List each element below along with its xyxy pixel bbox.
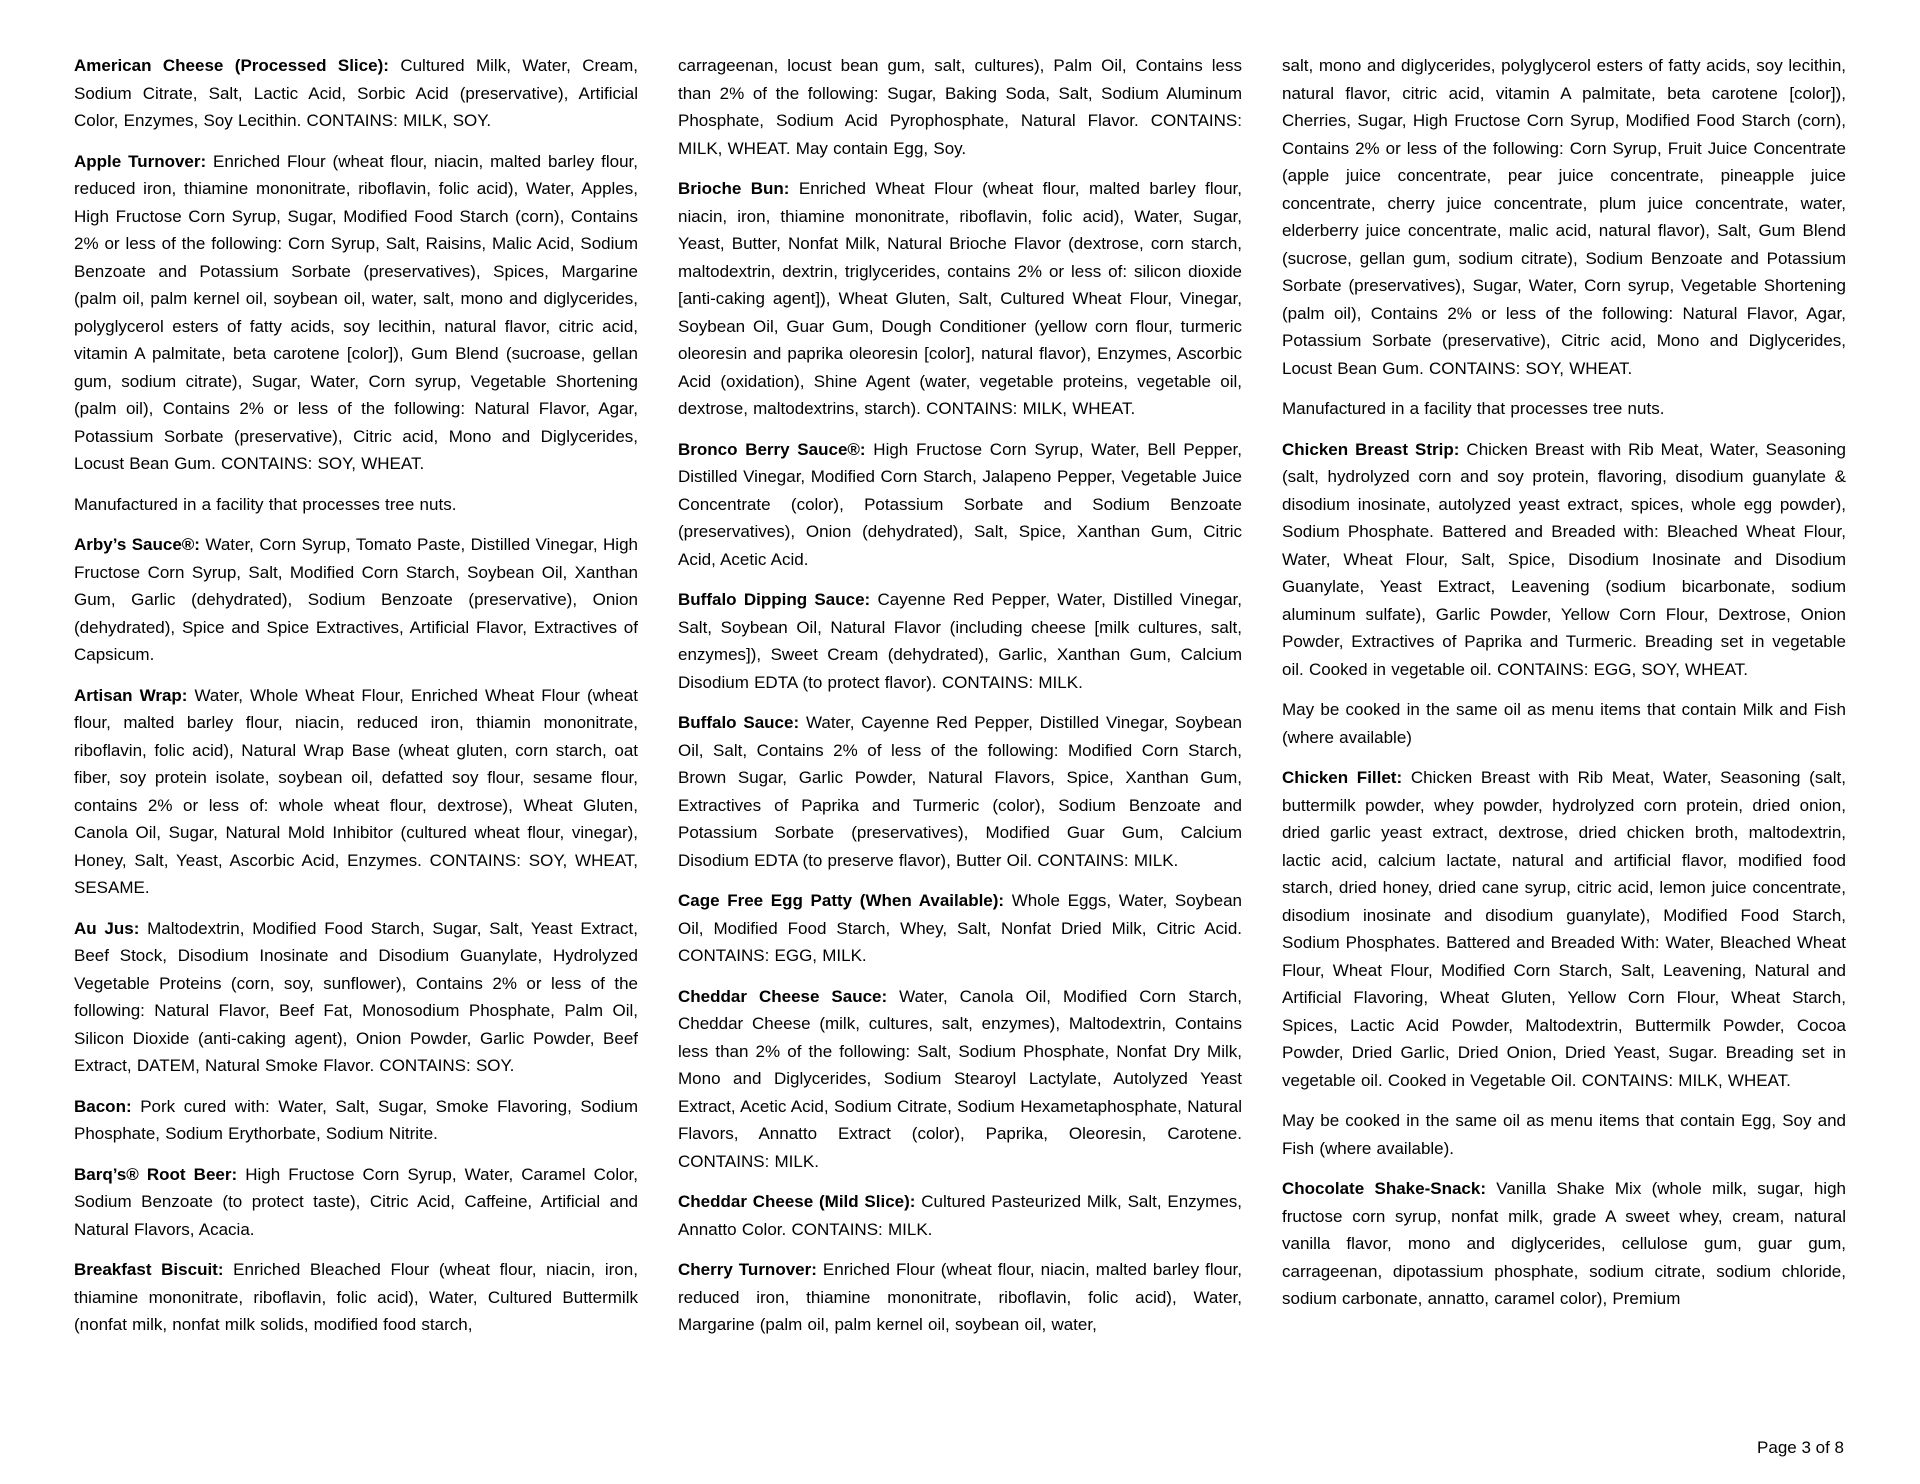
page-number: Page 3 of 8 xyxy=(1757,1438,1844,1457)
ingredient-name: Cheddar Cheese Sauce: xyxy=(678,986,888,1006)
ingredient-name: Brioche Bun: xyxy=(678,179,790,198)
ingredient-name: Au Jus: xyxy=(74,918,140,938)
ingredient-name: Buffalo Sauce: xyxy=(678,713,800,732)
ingredient-text: Maltodextrin, Modified Food Starch, Sugar, Salt, Yeast Extract, Beef Stock, Disodium Inosinate and Disodium Guanylate, Hydrolyzed Vegetable Proteins (corn, soy, sunflower), Contains 2% or less of the following: Natural Flavor, Beef Fat, Monosodium Phosphate, Palm Oil, Silicon Dioxide (anti-caking agent), Onion Powder, Garlic Powder, Beef Extract, DATEM, Natural Smoke Flavor. CONTAINS: SOY. xyxy=(74,918,638,1075)
ingredient-text: carrageenan, locust bean gum, salt, cultures), Palm Oil, Contains less than 2% of the following: Sugar, Baking Soda, Salt, Sodium Aluminum Phosphate, Sodium Acid Pyrophosphate, Natural Flavor. CONTAINS: MILK, WHEAT. May contain Egg, Soy. xyxy=(678,56,1242,158)
ingredient-entry xyxy=(74,1093,638,1148)
ingredient-text: Enriched Flour (wheat flour, niacin, malted barley flour, reduced iron, thiamine mononitrate, riboflavin, folic acid), Water, Margarine (palm oil, palm kernel oil, soybean oil, water, xyxy=(678,1260,1242,1334)
ingredient-text: Cayenne Red Pepper, Water, Distilled Vinegar, Salt, Soybean Oil, Natural Flavor (including cheese [milk cultures, salt, enzymes]), Sweet Cream (dehydrated), Garlic, Xanthan Gum, Calcium Disodium EDTA (to protect flavor). CONTAINS: MILK. xyxy=(678,590,1243,692)
ingredient-name: Buffalo Dipping Sauce: xyxy=(678,590,871,609)
ingredient-entry xyxy=(1282,436,1846,684)
ingredient-name: Cherry Turnover: xyxy=(678,1260,817,1279)
ingredient-entry xyxy=(74,915,638,1080)
ingredient-entry xyxy=(678,52,1242,162)
ingredient-name: Chicken Fillet: xyxy=(1282,768,1403,787)
ingredient-entry xyxy=(678,586,1242,696)
ingredient-name: American Cheese (Processed Slice): xyxy=(74,56,389,75)
ingredient-name: Chocolate Shake-Snack: xyxy=(1282,1179,1486,1198)
ingredient-name: Cheddar Cheese (Mild Slice): xyxy=(678,1192,916,1211)
ingredient-text: Whole Eggs, Water, Soybean Oil, Modified Food Starch, Whey, Salt, Nonfat Dried Milk, Citric Acid. CONTAINS: EGG, MILK. xyxy=(678,891,1242,965)
ingredient-text: May be cooked in the same oil as menu items that contain Egg, Soy and Fish (where available). xyxy=(1282,1111,1846,1158)
ingredient-text: Chicken Breast with Rib Meat, Water, Seasoning (salt, hydrolyzed corn and soy protein, flavoring, disodium guanylate & disodium inosinate, autolyzed yeast extract, spices, whole egg powder), Sodium Phosphate. Battered and Breaded with: Bleached Wheat Flour, Water, Wheat Flour, Salt, Spice, Disodium Inosinate and Disodium Guanylate, Yeast Extract, Leavening (sodium bicarbonate, sodium aluminum sulfate), Garlic Powder, Yellow Corn Flour, Dextrose, Onion Powder, Extractives of Paprika and Turmeric. Breading set in vegetable oil. Cooked in vegetable oil. CONTAINS: EGG, SOY, WHEAT. xyxy=(1282,439,1846,679)
ingredient-name: Breakfast Biscuit: xyxy=(74,1260,224,1279)
ingredient-name: Bacon: xyxy=(74,1096,132,1116)
ingredient-text: High Fructose Corn Syrup, Water, Bell Pepper, Distilled Vinegar, Modified Corn Starch, Jalapeno Pepper, Vegetable Juice Concentrate (color), Potassium Sorbate and Sodium Benzoate (preservatives), Onion (dehydrated), Salt, Spice, Xanthan Gum, Citric Acid, Acetic Acid. xyxy=(678,439,1242,569)
ingredient-text: salt, mono and diglycerides, polyglycerol esters of fatty acids, soy lecithin, natural flavor, citric acid, vitamin A palmitate, beta carotene [color]), Cherries, Sugar, High Fructose Corn Syrup, Modified Food Starch (corn), Contains 2% or less of the following: Corn Syrup, Fruit Juice Concentrate (apple juice concentrate, pear juice concentrate, pineapple juice concentrate, cherry juice concentrate, plum juice concentrate, water, elderberry juice concentrate, malic acid, natural flavor), Salt, Gum Blend (sucrose, gellan gum, sodium citrate), Sodium Benzoate and Potassium Sorbate (preservatives), Sugar, Water, Corn syrup, Vegetable Shortening (palm oil), Contains 2% or less of the following: Natural Flavor, Agar, Potassium Sorbate (preservative), Citric acid, Mono and Diglycerides, Locust Bean Gum. CONTAINS: SOY, WHEAT. xyxy=(1282,56,1846,378)
ingredient-text: Cultured Pasteurized Milk, Salt, Enzymes, Annatto Color. CONTAINS: MILK. xyxy=(678,1192,1242,1239)
text-column-3 xyxy=(1282,52,1846,1326)
ingredient-text: Water, Whole Wheat Flour, Enriched Wheat Flour (wheat flour, malted barley flour, niacin, reduced iron, thiamin mononitrate, riboflavin, folic acid), Natural Wrap Base (wheat gluten, corn starch, oat fiber, soy protein isolate, soybean oil, defatted soy flour, sesame flour, contains 2% or less of: whole wheat flour, dextrose), Wheat Gluten, Canola Oil, Sugar, Natural Mold Inhibitor (cultured wheat flour, vinegar), Honey, Salt, Yeast, Ascorbic Acid, Enzymes. CONTAINS: SOY, WHEAT, SESAME. xyxy=(74,685,638,897)
ingredient-text: Manufactured in a facility that processes tree nuts. xyxy=(74,494,457,514)
ingredient-entry xyxy=(74,1256,638,1339)
ingredient-entry xyxy=(1282,395,1846,423)
text-column-2 xyxy=(678,52,1242,1352)
ingredient-text: High Fructose Corn Syrup, Water, Caramel Color, Sodium Benzoate (to protect taste), Citric Acid, Caffeine, Artificial and Natural Flavors, Acacia. xyxy=(74,1164,638,1239)
ingredient-text: Chicken Breast with Rib Meat, Water, Seasoning (salt, buttermilk powder, whey powder, hydrolyzed corn protein, dried onion, dried garlic yeast extract, dextrose, dried chicken broth, maltodextrin, lactic acid, calcium lactate, natural and artificial flavor, modified food starch, dried honey, dried cane syrup, citric acid, lemon juice concentrate, disodium inosinate and disodium guanylate), Modified Food Starch, Sodium Phosphates. Battered and Breaded With: Water, Bleached Wheat Flour, Wheat Flour, Modified Corn Starch, Salt, Leavening, Natural and Artificial Flavoring, Wheat Gluten, Yellow Corn Flour, Wheat Starch, Spices, Lactic Acid Powder, Maltodextrin, Buttermilk Powder, Cocoa Powder, Dried Garlic, Dried Onion, Dried Yeast, Sugar. Breading set in vegetable oil. Cooked in Vegetable Oil. CONTAINS: MILK, WHEAT. xyxy=(1282,768,1846,1090)
ingredient-name: Chicken Breast Strip: xyxy=(1282,439,1460,459)
ingredient-name: Barq’s® Root Beer: xyxy=(74,1164,238,1184)
ingredient-text: Enriched Flour (wheat flour, niacin, malted barley flour, reduced iron, thiamine mononitrate, riboflavin, folic acid), Water, Apples, High Fructose Corn Syrup, Sugar, Modified Food Starch (corn), Contains 2% or less of the following: Corn Syrup, Salt, Raisins, Malic Acid, Sodium Benzoate and Potassium Sorbate (preservatives), Spices, Margarine (palm oil, palm kernel oil, soybean oil, water, salt, mono and diglycerides, polyglycerol esters of fatty acids, soy lecithin, natural flavor, citric acid, vitamin A palmitate, beta carotene [color]), Gum Blend (sucroase, gellan gum, sodium citrate), Sugar, Water, Corn syrup, Vegetable Shortening (palm oil), Contains 2% or less of the following: Natural Flavor, Agar, Potassium Sorbate (preservative), Citric acid, Mono and Diglycerides, Locust Bean Gum. CONTAINS: SOY, WHEAT. xyxy=(74,151,638,473)
ingredient-text: Manufactured in a facility that processes tree nuts. xyxy=(1282,399,1665,418)
ingredient-entry xyxy=(1282,696,1846,751)
ingredient-entry xyxy=(678,709,1242,874)
ingredient-name: Bronco Berry Sauce®: xyxy=(678,439,866,459)
ingredient-text: Vanilla Shake Mix (whole milk, sugar, high fructose corn syrup, nonfat milk, grade A sweet whey, cream, natural vanilla flavor, mono and diglycerides, cellulose gum, guar gum, carrageenan, dipotassium phosphate, sodium citrate, sodium chloride, sodium carbonate, annatto, caramel color), Premium xyxy=(1282,1179,1846,1308)
ingredient-text: Pork cured with: Water, Salt, Sugar, Smoke Flavoring, Sodium Phosphate, Sodium Erythorbate, Sodium Nitrite. xyxy=(74,1096,638,1143)
ingredient-name: Apple Turnover: xyxy=(74,151,207,171)
ingredient-name: Cage Free Egg Patty (When Available): xyxy=(678,891,1005,910)
ingredient-entry xyxy=(1282,764,1846,1094)
ingredient-entry xyxy=(74,148,638,478)
ingredient-text: Water, Corn Syrup, Tomato Paste, Distilled Vinegar, High Fructose Corn Syrup, Salt, Modified Corn Starch, Soybean Oil, Xanthan Gum, Garlic (dehydrated), Sodium Benzoate (preservative), Onion (dehydrated), Spice and Spice Extractives, Artificial Flavor, Extractives of Capsicum. xyxy=(74,535,638,664)
ingredient-name: Arby’s Sauce®: xyxy=(74,535,200,554)
ingredient-entry xyxy=(1282,52,1846,382)
ingredient-entry xyxy=(678,983,1242,1176)
ingredient-entry xyxy=(74,531,638,669)
ingredient-name: Artisan Wrap: xyxy=(74,685,188,705)
ingredient-entry xyxy=(74,52,638,135)
ingredient-entry xyxy=(678,436,1242,574)
ingredient-text: Water, Cayenne Red Pepper, Distilled Vinegar, Soybean Oil, Salt, Contains 2% of less of the following: Modified Corn Starch, Brown Sugar, Garlic Powder, Natural Flavors, Spice, Xanthan Gum, Extractives of Paprika and Turmeric (color), Sodium Benzoate and Potassium Sorbate (preservatives), Modified Guar Gum, Calcium Disodium EDTA (to preserve flavor), Butter Oil. CONTAINS: MILK. xyxy=(678,713,1242,870)
ingredient-entry xyxy=(678,887,1242,970)
ingredient-text: Enriched Wheat Flour (wheat flour, malted barley flour, niacin, iron, thiamine mononitrate, riboflavin, folic acid), Water, Sugar, Yeast, Butter, Nonfat Milk, Natural Brioche Flavor (dextrose, corn starch, maltodextrin, dextrin, triglycerides, contains 2% or less of: silicon dioxide [anti-caking agent]), Wheat Gluten, Salt, Cultured Wheat Flour, Vinegar, Soybean Oil, Guar Gum, Dough Conditioner (yellow corn flour, turmeric oleoresin and paprika oleoresin [color], natural flavor), Enzymes, Ascorbic Acid (oxidation), Shine Agent (water, vegetable proteins, vegetable oil, dextrose, maltodextrins, starch). CONTAINS: MILK, WHEAT. xyxy=(678,179,1242,418)
ingredient-text: Enriched Bleached Flour (wheat flour, niacin, iron, thiamine mononitrate, riboflavin, folic acid), Water, Cultured Buttermilk (nonfat milk, nonfat milk solids, modified food starch, xyxy=(74,1260,638,1334)
text-column-1 xyxy=(74,52,638,1352)
ingredient-entry xyxy=(74,491,638,519)
ingredient-entry xyxy=(678,1188,1242,1243)
ingredient-entry xyxy=(1282,1175,1846,1313)
ingredient-text: May be cooked in the same oil as menu items that contain Milk and Fish (where available) xyxy=(1282,700,1846,747)
ingredient-entry xyxy=(74,682,638,902)
ingredient-entry xyxy=(678,175,1242,423)
ingredient-text: Water, Canola Oil, Modified Corn Starch, Cheddar Cheese (milk, cultures, salt, enzymes), Maltodextrin, Contains less than 2% of the following: Salt, Sodium Phosphate, Nonfat Dry Milk, Mono and Diglycerides, Sodium Stearoyl Lactylate, Autolyzed Yeast Extract, Acetic Acid, Sodium Citrate, Sodium Hexametaphosphate, Natural Flavors, Annatto Extract (color), Paprika, Oleoresin, Carotene. CONTAINS: MILK. xyxy=(678,986,1242,1171)
ingredient-entry xyxy=(678,1256,1242,1339)
ingredient-text: Cultured Milk, Water, Cream, Sodium Citrate, Salt, Lactic Acid, Sorbic Acid (preservative), Artificial Color, Enzymes, Soy Lecithin. CONTAINS: MILK, SOY. xyxy=(74,56,638,130)
ingredient-entry xyxy=(74,1161,638,1244)
ingredient-entry xyxy=(1282,1107,1846,1162)
